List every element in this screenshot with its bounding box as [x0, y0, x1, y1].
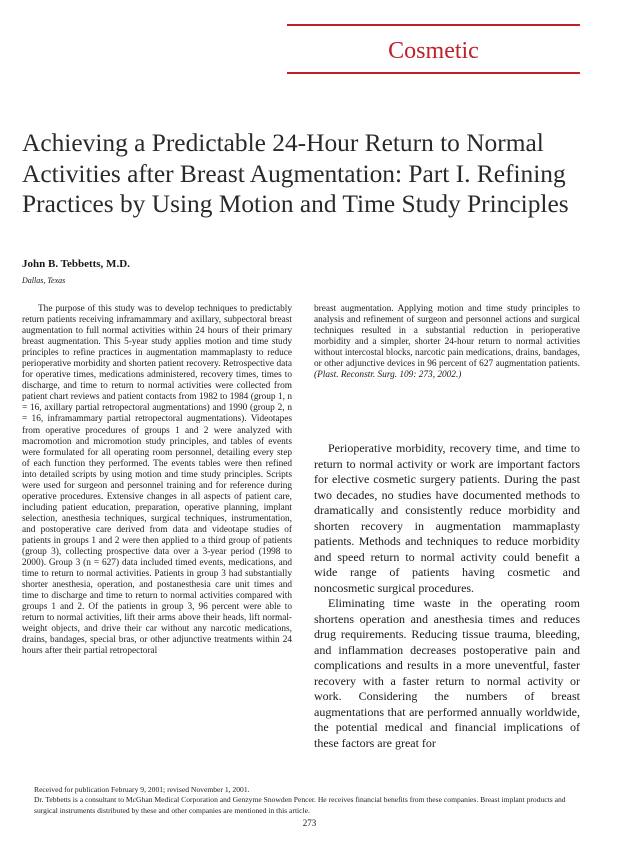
page-number: 273 [302, 818, 317, 828]
section-rule-top [287, 24, 580, 26]
body-text [314, 441, 580, 751]
article-title: Achieving a Predictable 24-Hour Return to Normal Activities after Breast Augmentation: Part I. Refining Practices by Using Motion and Time Study Principles [22, 129, 569, 219]
abstract-citation: (Plast. Reconstr. Surg. 109: 273, 2002.) [314, 370, 462, 381]
footnotes [22, 785, 582, 816]
body-paragraph: Eliminating time waste in the operating room shortens operation and anesthesia times and reduces drug requirements. Reducing tissue trauma, bleeding, and inflammation decreases postoperative pain and complications and results in a more uneventful, faster recovery with a faster return to normal activity or work. Considering the numbers of breast augmentations that are performed annually worldwide, the potential medical and financial implications of these factors are great for [314, 596, 580, 750]
abstract-text-part2-body: breast augmentation. Applying motion and time study principles to analysis and refinement of surgeon and personnel actions and surgical techniques resulted in a substantial reduction in perioperative morbidity and a simpler, shorter 24-hour return to normal activities without intercostal blocks, narcotic pain medications, drains, bandages, or other adjunctive devices in 96 percent of 627 augmentation patients. [314, 304, 580, 370]
author-name: John B. Tebbetts, M.D. [22, 258, 130, 270]
abstract-column-left [22, 304, 292, 658]
footnote-received: Received for publication February 9, 2001; revised November 1, 2001. [34, 785, 250, 794]
abstract-text-part1: The purpose of this study was to develop techniques to predictably return patients receiving inframammary and axillary, subpectoral breast augmentation to full normal activities within 24 hours of their primary breast augmentation. This 5-year study applies motion and time study principles to refine practices in augmentation mammaplasty to reduce perioperative morbidity and shorten patient recovery. Retrospective data for operative times, medications administered, recovery times, times to discharge, and time to return to normal activities were collected from patient chart reviews and patient contacts from 1982 to 1984 (group 1, n = 16, axillary partial retropectoral augmentations) and 1990 (group 2, n = 16, inframammary partial retropectoral augmentations). Videotapes from operative procedures of groups 1 and 2 were analyzed with macromotion and micromotion study principles, and tables of events were formulated for all operating room personnel, detailing every step of each function they performed. The events tables were then refined into detailed scripts by using motion and time study principles. Scripts were used for surgeon and personnel training and for reference during operative procedures. Extensive changes in all aspects of patient care, including patient education, preparation, operative planning, implant selection, anesthesia techniques, surgical techniques, instrumentation, and postoperative care derived from data and videotape studies of patients in groups 1 and 2 were then applied to a third group of patients (group 3), collecting prospective data over a 3-year period (1998 to 2000). Group 3 (n = 627) data included timed events, medications, and time to return to normal activities. Patients in group 3 had substantially shorter anesthesia, operation, and postanesthesia care unit times and time to discharge and time to return to normal activities compared with groups 1 and 2. Of the patients in group 3, 96 percent were able to return to normal activities, lift their arms above their heads, lift normal-weight objects, and drive their car without any narcotic medications, drains, bandages, special bras, or other adjunctive treatments within 24 hours after their partial retropectoral [22, 304, 292, 657]
author-affiliation: Dallas, Texas [22, 276, 66, 285]
footnote-disclosure: Dr. Tebbetts is a consultant to McGhan Medical Corporation and Genzyme Snowden Pencer. He receives financial benefits from these companies. Breast implant products and surgical instruments distributed by these and other companies are mentioned in this article. [34, 795, 566, 815]
body-paragraph: Perioperative morbidity, recovery time, and time to return to normal activity or work are important factors for elective cosmetic surgery patients. During the past two decades, no studies have documented methods to dramatically and consistently reduce morbidity and shorten recovery in augmentation mammaplasty patients. Methods and techniques to reduce morbidity and speed return to normal activity could benefit a wide range of patients having cosmetic and noncosmetic surgical procedures. [314, 441, 580, 595]
section-rule-bottom [287, 72, 580, 74]
abstract-column-right [314, 304, 580, 381]
section-label: Cosmetic [388, 38, 479, 64]
abstract-text-part2 [314, 304, 580, 381]
